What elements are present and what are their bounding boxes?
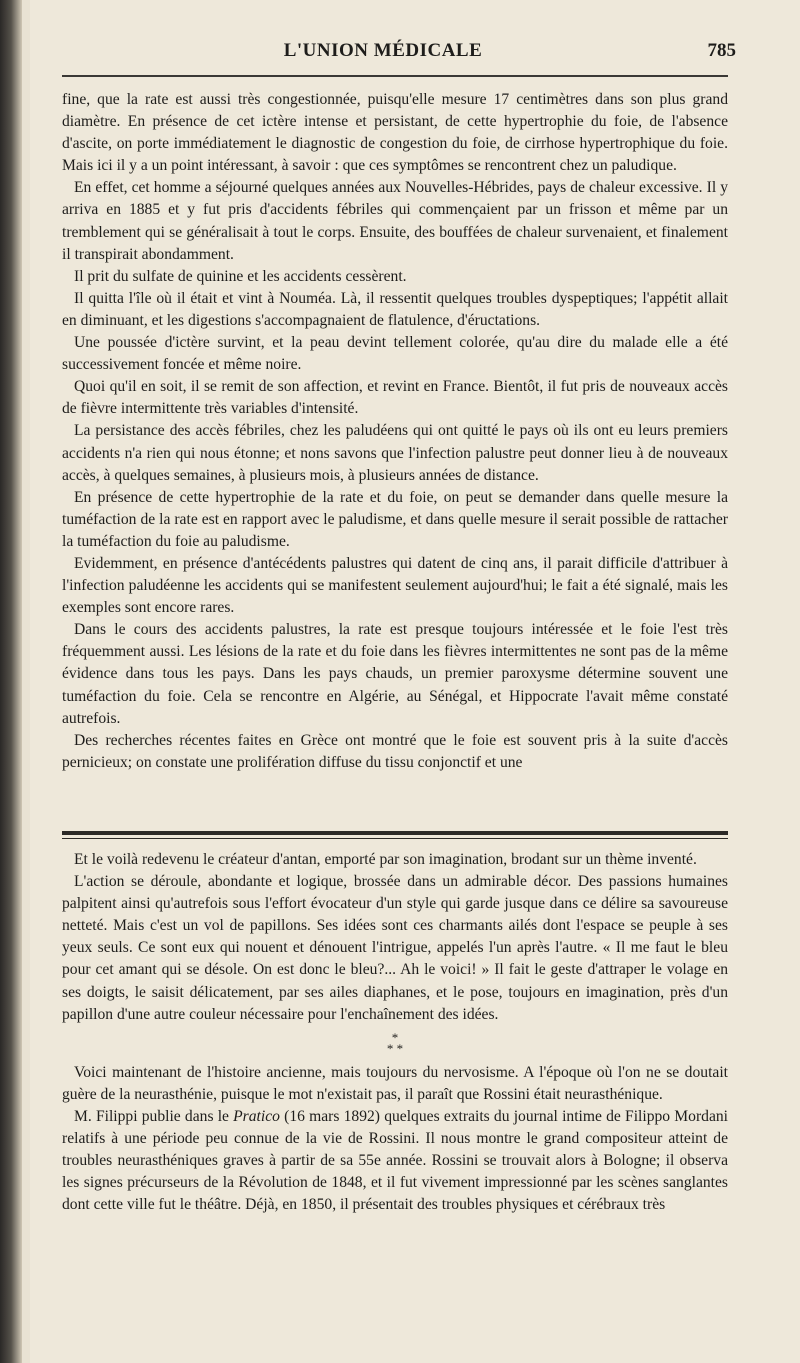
- paragraph: Des recherches récentes faites en Grèce ont montré que le foie est souvent pris à la suite d'accès pernicieux; on constate une prolifération diffuse du tissu conjonctif et une: [62, 731, 728, 771]
- paragraph: Une poussée d'ictère survint, et la peau devint tellement colorée, qu'au dire du malade elle a été successivement foncée et même noire.: [62, 334, 728, 374]
- paragraph: Et le voilà redevenu le créateur d'antan, emporté par son imagination, brodant sur un thème inventé.: [74, 851, 697, 868]
- feuilleton-divider: [62, 831, 728, 835]
- page-header: [30, 40, 736, 70]
- paragraph: Il prit du sulfate de quinine et les accidents cessèrent.: [74, 267, 407, 285]
- page-number: 785: [707, 40, 736, 61]
- feuilleton-divider-thin: [62, 838, 728, 839]
- running-title: L'UNION MÉDICALE: [283, 40, 483, 61]
- header-rule: [62, 75, 728, 77]
- medical-article-section: [62, 89, 728, 774]
- feuilleton-section: [62, 849, 728, 1216]
- asterism-top: *: [391, 1029, 399, 1045]
- asterism-bottom: * *: [386, 1040, 404, 1056]
- paragraph: Voici maintenant de l'histoire ancienne, mais toujours du nervosisme. A l'époque où l'on ne se doutait guère de la neurasthénie, puisque le mot n'existait pas, il paraît que Rossini était neurasthénique.: [62, 1063, 728, 1103]
- paragraph: La persistance des accès fébriles, chez les paludéens qui ont quitté le pays où ils ont eu leurs premiers accidents n'a rien qui nous étonne; et nons savons que l'infection palustre peut donner lieu à de nouveaux accès, à quelques semaines, à plusieurs mois, à plusieurs années de distance.: [62, 422, 728, 484]
- paragraph: [62, 1106, 728, 1216]
- paragraph: Dans le cours des accidents palustres, la rate est presque toujours intéressée et le foie l'est très fréquemment aussi. Les lésions de la rate et du foie dans les fièvres intermittentes ne sont pas de la même évidence dans tous les pays. Dans les pays chauds, un premier paroxysme détermine souvent une tuméfaction du foie. Cela se rencontre en Algérie, au Sénégal, et Hippocrate l'avait même constaté autrefois.: [62, 621, 728, 727]
- asterism-separator: [62, 1029, 728, 1056]
- text-run: M. Filippi publie dans le: [74, 1107, 234, 1125]
- journal-title: Pratico: [233, 1107, 280, 1125]
- paragraph: Il quitta l'île où il était et vint à Nouméa. Là, il ressentit quelques troubles dyspeptiques; l'appétit allait en diminuant, et les digestions s'accompagnaient de flatulence, d'éructations.: [62, 289, 728, 329]
- paragraph: En effet, cet homme a séjourné quelques années aux Nouvelles-Hébrides, pays de chaleur excessive. Il y arriva en 1885 et y fut pris d'accidents fébriles qui commençaient par un frisson et même par un tremblement qui se généralisait à tout le corps. Ensuite, des bouffées de chaleur survenaient, et finalement il transpirait abondamment.: [62, 179, 728, 263]
- book-binding-edge: [0, 0, 22, 1363]
- text-run: (16 mars 1892) quelques extraits du journal intime de Filippo Mordani relatifs à une période peu connue de la vie de Rossini. Il nous montre le grand compositeur atteint de troubles neurasthéniques graves à partir de sa 55e année. Rossini se trouvait alors à Bologne; il observa les signes précurseurs de la Révolution de 1848, et il fut vivement impressionné par les scènes sanglantes dont cette ville fut le théâtre. Déjà, en 1850, il présentait des troubles physiques et cérébraux très: [62, 1107, 728, 1214]
- paragraph: Quoi qu'il en soit, il se remit de son affection, et revint en France. Bientôt, il fut pris de nouveaux accès de fièvre intermittente très variables d'intensité.: [62, 378, 728, 418]
- paragraph: fine, que la rate est aussi très congestionnée, puisqu'elle mesure 17 centimètres dans son plus grand diamètre. En présence de cet ictère intense et persistant, de cette hypertrophie du foie, de l'absence d'ascite, on porte immédiatement le diagnostic de congestion du foie, de cirrhose hypertrophique du foie. Mais ici il y a un point intéressant, à savoir : que ces symptômes se rencontrent chez un paludique.: [62, 91, 728, 175]
- paragraph: L'action se déroule, abondante et logique, brossée dans un admirable décor. Des passions humaines palpitent ainsi qu'autrefois sous l'effort évocateur d'un style qui garde jusque dans ce délire sa savoureuse netteté. Mais c'est un vol de papillons. Ses idées sont ces charmants ailés dont l'espace se peuple à ses yeux seuls. Ce sont eux qui nouent et dénouent l'intrigue, appelés l'un après l'autre. « Il me faut le bleu pour cet amant qui se désole. On est donc le bleu?... Ah le voici! » Il fait le geste d'attraper le volage en ses doigts, le saisit délicatement, par ses ailes diaphanes, et le pose, toujours en imagination, près d'un papillon d'une autre couleur nécessaire pour l'enchaînement des idées.: [62, 873, 728, 1023]
- paragraph: En présence de cette hypertrophie de la rate et du foie, on peut se demander dans quelle mesure la tuméfaction de la rate est en rapport avec le paludisme, et dans quelle mesure il serait possible de rattacher la tuméfaction du foie au paludisme.: [62, 488, 728, 550]
- paragraph: Evidemment, en présence d'antécédents palustres qui datent de cinq ans, il parait difficile d'attribuer à l'infection paludéenne les accidents qui se manifestent seulement aujourd'hui; le fait a été signalé, mais les exemples sont encore rares.: [62, 554, 728, 617]
